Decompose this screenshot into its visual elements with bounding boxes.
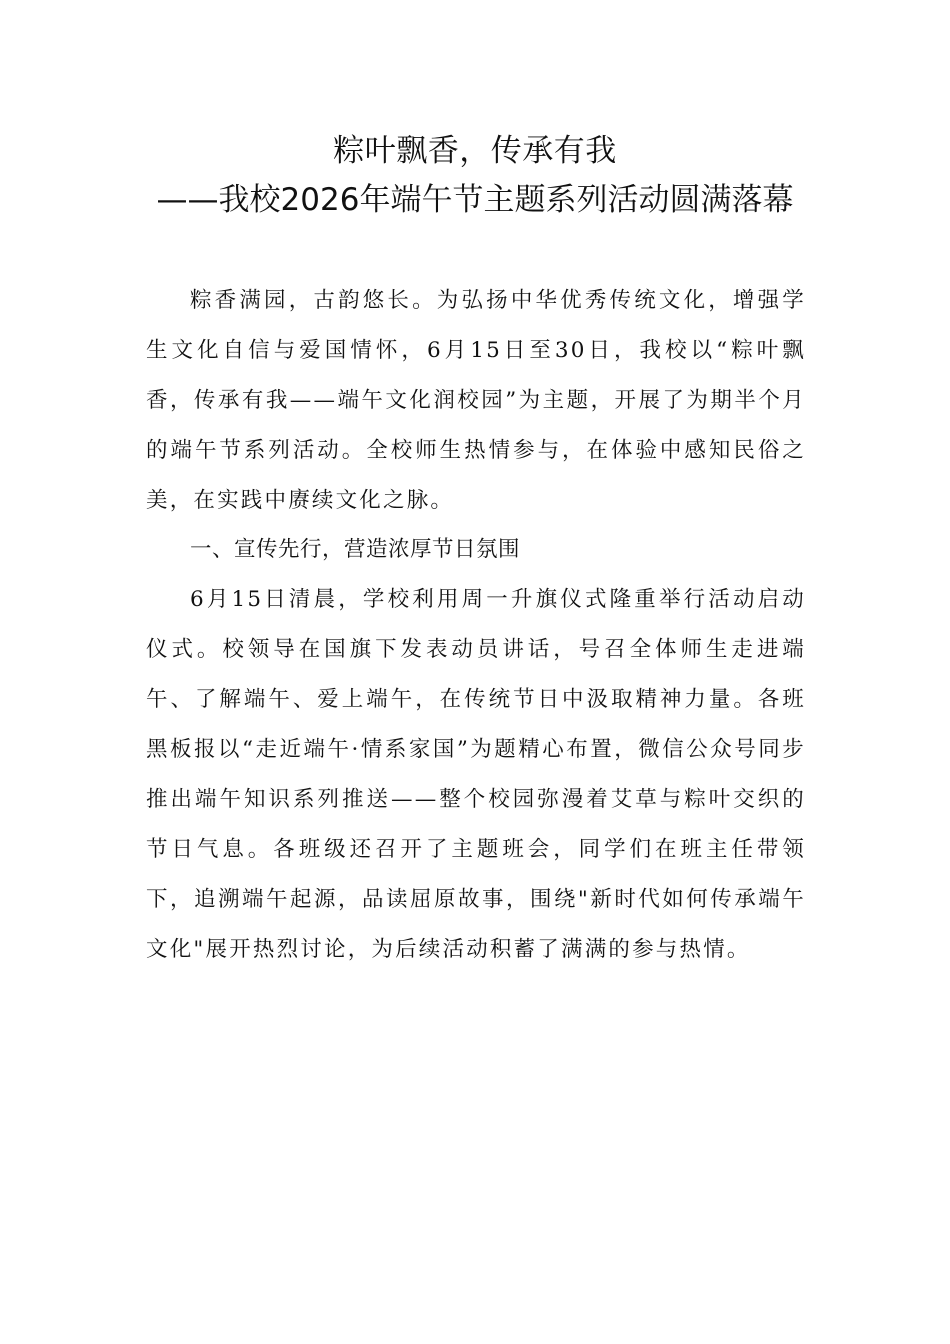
document-title: 粽叶飘香，传承有我 xyxy=(333,133,617,169)
section-heading: 一、宣传先行，营造浓厚节日氛围 xyxy=(190,537,521,562)
document-subtitle: ——我校2026年端午节主题系列活动圆满落幕 xyxy=(156,182,794,218)
section-paragraph: 6月15日清晨，学校利用周一升旗仪式隆重举行活动启动仪式。校领导在国旗下发表动员讲话，号召全体师生走进端午、了解端午、爱上端午，在传统节日中汲取精神力量。各班黑板报以“走近端午·情系家国”为题精心布置，微信公众号同步推出端午知识系列推送——整个校园弥漫着艾草与粽叶交织的节日气息。各班级还召开了主题班会，同学们在班主任带领下，追溯端午起源，品读屈原故事，围绕"新时代如何传承端午文化"展开热烈讨论，为后续活动积蓄了满满的参与热情。 xyxy=(146,587,806,962)
intro-paragraph: 粽香满园，古韵悠长。为弘扬中华优秀传统文化，增强学生文化自信与爱国情怀，6月15日至30日，我校以“粽叶飘香，传承有我——端午文化润校园”为主题，开展了为期半个月的端午节系列活动。全校师生热情参与，在体验中感知民俗之美，在实践中赓续文化之脉。 xyxy=(146,288,806,513)
